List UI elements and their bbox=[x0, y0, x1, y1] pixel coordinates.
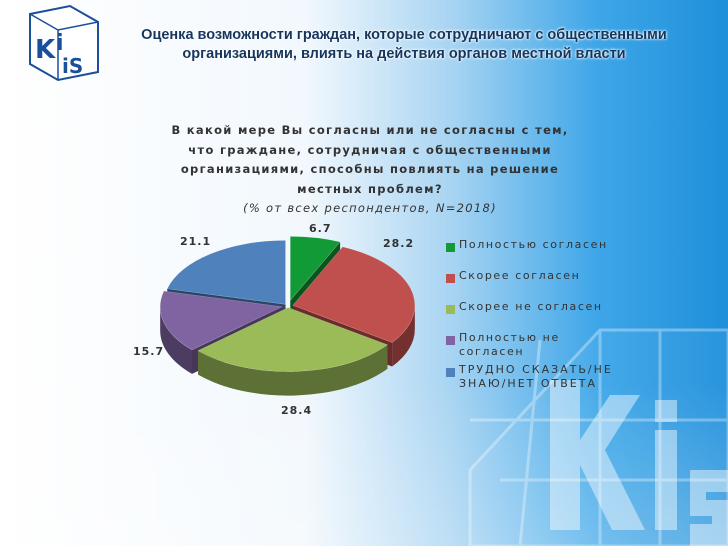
chart-title bbox=[160, 121, 580, 219]
legend-label-4: ТРУДНО СКАЗАТЬ/НЕ ЗНАЮ/НЕТ ОТВЕТА bbox=[459, 363, 613, 390]
data-label-2: 28.4 bbox=[281, 404, 313, 417]
legend-item-2 bbox=[446, 300, 646, 314]
data-label-1: 28.2 bbox=[383, 237, 415, 250]
legend-swatch-1 bbox=[446, 274, 455, 283]
legend-swatch-0 bbox=[446, 243, 455, 252]
legend-item-3 bbox=[446, 331, 646, 359]
legend-swatch-2 bbox=[446, 305, 455, 314]
data-label-0: 6.7 bbox=[309, 222, 332, 235]
legend-label-0: Полностью согласен bbox=[459, 238, 608, 251]
svg-text:i: i bbox=[56, 31, 64, 56]
legend-item-4 bbox=[446, 363, 646, 391]
legend-label-1: Скорее согласен bbox=[459, 269, 581, 282]
svg-text:K: K bbox=[35, 35, 56, 65]
legend-item-0 bbox=[446, 238, 646, 252]
chart-subtitle: (% от всех респондентов, N=2018) bbox=[243, 201, 497, 215]
legend-swatch-4 bbox=[446, 368, 455, 377]
slide-title-line1: Оценка возможности граждан, которые сотрудничают с общественными bbox=[141, 27, 667, 43]
data-label-3: 15.7 bbox=[133, 345, 165, 358]
chart-legend bbox=[446, 238, 646, 391]
chart-title-text: В какой мере Вы согласны или не согласны с тем, что граждане, сотрудничая с общественными организациями, способны повлиять на решение местных проблем? bbox=[171, 123, 569, 196]
kiis-logo bbox=[30, 6, 98, 80]
legend-swatch-3 bbox=[446, 336, 455, 345]
slide-title-line2: организациями, влиять на действия органов местной власти bbox=[182, 46, 626, 62]
svg-text:iS: iS bbox=[62, 54, 84, 78]
legend-item-1 bbox=[446, 269, 646, 283]
slide-title bbox=[104, 26, 704, 64]
legend-label-3: Полностью не согласен bbox=[459, 331, 560, 358]
data-label-4: 21.1 bbox=[180, 235, 212, 248]
legend-label-2: Скорее не согласен bbox=[459, 300, 603, 313]
